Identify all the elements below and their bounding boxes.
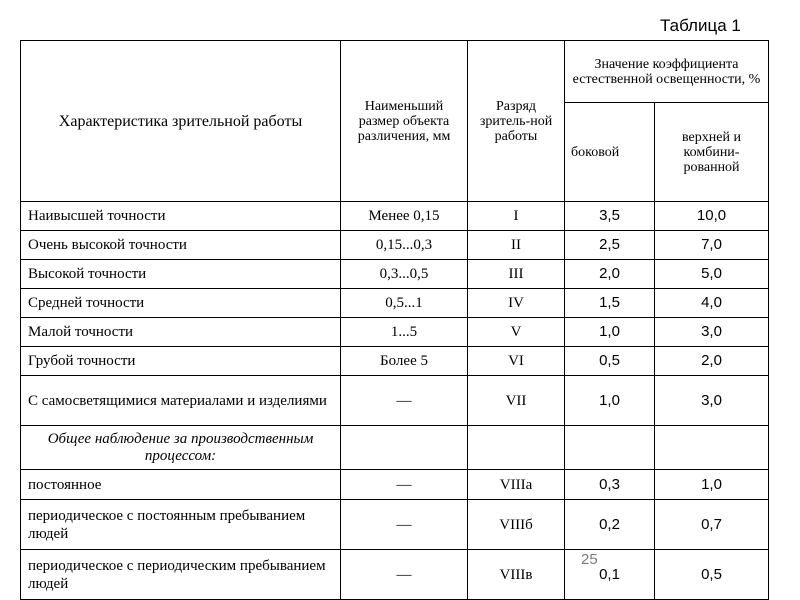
cell-category: II <box>468 231 565 260</box>
cell-category: VIIIв <box>468 550 565 600</box>
table-row <box>21 376 769 426</box>
cell-category: V <box>468 318 565 347</box>
section-row <box>21 426 769 470</box>
table-row <box>21 289 769 318</box>
cell-side: 1,5 <box>565 289 655 318</box>
cell-side: 2,0 <box>565 260 655 289</box>
cell-category: VII <box>468 376 565 426</box>
section-title: Общее наблюдение за производственным процессом: <box>21 426 341 470</box>
table-row <box>21 260 769 289</box>
cell-top: 3,0 <box>655 376 769 426</box>
header-characteristic: Характеристика зрительной работы <box>21 41 341 202</box>
table-header-row <box>21 41 769 103</box>
cell-side: 0,2 <box>565 500 655 550</box>
header-coefficient: Значение коэффициента естественной освещенности, % <box>565 41 769 103</box>
cell-min-size: — <box>341 376 468 426</box>
cell-characteristic: Малой точности <box>21 318 341 347</box>
table-row <box>21 347 769 376</box>
cell-top: 4,0 <box>655 289 769 318</box>
table-row <box>21 550 769 600</box>
cell-empty <box>565 426 655 470</box>
table-row <box>21 318 769 347</box>
cell-category: III <box>468 260 565 289</box>
cell-min-size: — <box>341 500 468 550</box>
cell-category: VI <box>468 347 565 376</box>
cell-min-size: Менее 0,15 <box>341 202 468 231</box>
cell-category: IV <box>468 289 565 318</box>
cell-top: 2,0 <box>655 347 769 376</box>
cell-min-size: 1...5 <box>341 318 468 347</box>
cell-characteristic: Очень высокой точности <box>21 231 341 260</box>
cell-characteristic: Наивысшей точности <box>21 202 341 231</box>
page-number: 25 <box>581 551 598 568</box>
table-caption: Таблица 1 <box>660 16 741 35</box>
table-row <box>21 231 769 260</box>
table-row <box>21 500 769 550</box>
table-row <box>21 470 769 500</box>
cell-top: 3,0 <box>655 318 769 347</box>
cell-characteristic: Высокой точности <box>21 260 341 289</box>
cell-min-size: — <box>341 550 468 600</box>
cell-category: VIIIб <box>468 500 565 550</box>
cell-empty <box>655 426 769 470</box>
cell-min-size: 0,15...0,3 <box>341 231 468 260</box>
header-min-size: Наименьший размер объекта различения, мм <box>341 41 468 202</box>
cell-category: I <box>468 202 565 231</box>
cell-empty <box>341 426 468 470</box>
header-category: Разряд зритель-ной работы <box>468 41 565 202</box>
cell-side: 0,5 <box>565 347 655 376</box>
cell-min-size: 0,5...1 <box>341 289 468 318</box>
cell-top: 7,0 <box>655 231 769 260</box>
cell-characteristic: постоянное <box>21 470 341 500</box>
cell-characteristic: С самосветящимися материалами и изделиями <box>21 376 341 426</box>
cell-min-size: — <box>341 470 468 500</box>
cell-side: 1,0 <box>565 318 655 347</box>
cell-top: 0,5 <box>655 550 769 600</box>
cell-category: VIIIa <box>468 470 565 500</box>
cell-top: 0,7 <box>655 500 769 550</box>
cell-side: 1,0 <box>565 376 655 426</box>
table-row <box>21 202 769 231</box>
header-top-combined: верхней и комбини-рованной <box>655 103 769 202</box>
cell-characteristic: периодическое с постоянным пребыванием людей <box>21 500 341 550</box>
cell-characteristic: периодическое с периодическим пребыванием людей <box>21 550 341 600</box>
cell-side: 0,1 <box>565 550 655 600</box>
cell-side: 3,5 <box>565 202 655 231</box>
cell-top: 10,0 <box>655 202 769 231</box>
illumination-table <box>20 40 769 600</box>
cell-min-size: 0,3...0,5 <box>341 260 468 289</box>
cell-min-size: Более 5 <box>341 347 468 376</box>
cell-top: 5,0 <box>655 260 769 289</box>
cell-side: 0,3 <box>565 470 655 500</box>
cell-characteristic: Грубой точности <box>21 347 341 376</box>
cell-characteristic: Средней точности <box>21 289 341 318</box>
cell-empty <box>468 426 565 470</box>
header-side: боковой <box>565 103 655 202</box>
cell-top: 1,0 <box>655 470 769 500</box>
cell-side: 2,5 <box>565 231 655 260</box>
